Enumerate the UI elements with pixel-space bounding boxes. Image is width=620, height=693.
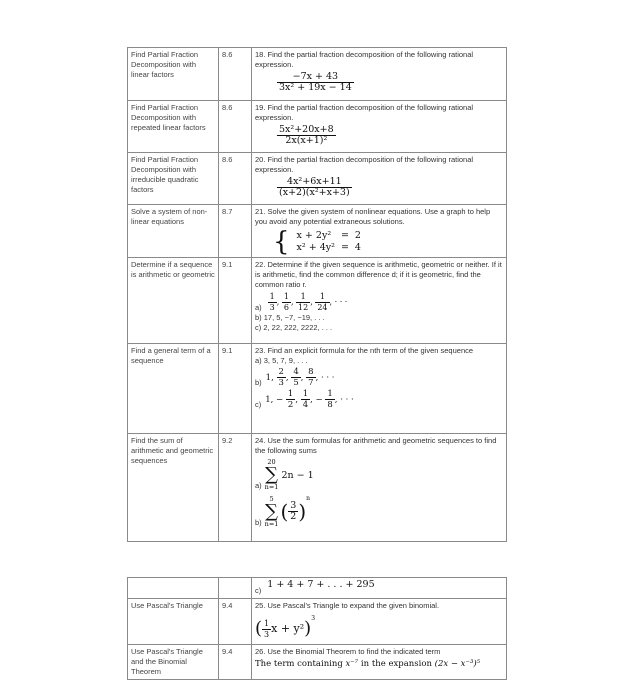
series-expression: 1 + 4 + 7 + . . . + 295 (267, 579, 375, 590)
topic-cell: Find Partial Fraction Decomposition with repeated linear factors (128, 101, 219, 153)
brace: { (273, 227, 290, 257)
denominator: 3x² + 19x − 14 (279, 82, 352, 93)
question-cell (252, 48, 507, 101)
section-cell: 8.6 (219, 48, 252, 101)
table-row (128, 258, 507, 344)
question-cell (252, 205, 507, 258)
question-cell (252, 101, 507, 153)
topic-cell: Use Pascal's Triangle (128, 599, 219, 645)
equation-lhs: x + 2y² (296, 230, 332, 241)
section-cell: 9.4 (219, 599, 252, 645)
question-cell (252, 578, 507, 599)
part-label: a) (255, 303, 262, 312)
question-cell (252, 153, 507, 205)
topic-cell: Use Pascal's Triangle and the Binomial Theorem (128, 645, 219, 680)
equation-system: { x + 2y² = 2 x² + 4y² = 4 (273, 229, 364, 255)
question-text: 25. Use Pascal's Triangle to expand the given binomial. (255, 601, 440, 610)
part-label: c) (255, 586, 262, 595)
numerator: 5x²+20x+8 (279, 124, 334, 135)
part-label: a) (255, 481, 262, 490)
part-label: c) (255, 400, 262, 409)
part-label: b) (255, 518, 262, 527)
equation-rhs: 2 (354, 230, 361, 241)
topic-cell: Determine if a sequence is arithmetic or geometric (128, 258, 219, 344)
question-text: 23. Find an explicit formula for the nth term of the given sequence (255, 346, 474, 355)
topic-cell: Find Partial Fraction Decomposition with irreducible quadratic factors (128, 153, 219, 205)
section-cell: 8.6 (219, 101, 252, 153)
question-text: 26. Use the Binomial Theorem to find the indicated term (255, 647, 441, 656)
question-text: 20. Find the partial fraction decomposition of the following rational expression. (255, 155, 474, 174)
summand: ( $\frac{3}{2}$ )$^n$ (280, 495, 310, 524)
question-text: 24. Use the sum formulas for arithmetic and geometric sequences to find the following sums (255, 436, 497, 455)
denominator: 2x(x+1)² (277, 135, 336, 146)
numerator: −7x + 43 (292, 71, 339, 82)
fraction (277, 125, 336, 146)
question-cell (252, 258, 507, 344)
question-text: 18. Find the partial fraction decomposition of the following rational expression. (255, 50, 474, 69)
fraction-sequence: $\frac{1}{3}$ , $\frac{1}{6}$ , $\frac{1}{12}$ , $\frac{1}{24}$ , · · · (269, 292, 348, 312)
question-text: 19. Find the partial fraction decomposition of the following rational expression. (255, 103, 474, 122)
part-c: c) 2, 22, 222, 2222, . . . (255, 323, 333, 332)
section-cell: 8.6 (219, 153, 252, 205)
table-row (128, 599, 507, 645)
section-cell: 9.1 (219, 258, 252, 344)
table-row (128, 434, 507, 542)
summation: 5 ∑ n=1 (264, 495, 279, 528)
part-a: a) 3, 5, 7, 9, . . . (255, 356, 308, 365)
section-cell: 8.7 (219, 205, 252, 258)
topics-table-2 (127, 577, 507, 680)
summation: 20 ∑ n=1 (264, 458, 279, 491)
question-text: 22. Determine if the given sequence is arithmetic, geometric or neither. If it is arithmetic, find the common difference d; if it is geometric, find the common ratio r. (255, 260, 502, 289)
denominator: (x+2)(x²+x+3) (279, 187, 350, 198)
question-cell (252, 645, 507, 680)
topics-table-1 (127, 47, 507, 542)
summand: 2n − 1 (281, 470, 314, 481)
topic-cell: Find the sum of arithmetic and geometric sequences (128, 434, 219, 542)
part-b: b) 17, 5, −7, −19, . . . (255, 313, 325, 322)
topic-cell: Find a general term of a sequence (128, 344, 219, 434)
section-cell: 9.2 (219, 434, 252, 542)
part-label: b) (255, 378, 262, 387)
topic-cell: Solve a system of non-linear equations (128, 205, 219, 258)
section-cell: 9.1 (219, 344, 252, 434)
section-cell: 9.4 (219, 645, 252, 680)
table-row (128, 205, 507, 258)
equation-rhs: 4 (354, 242, 361, 253)
question-cell (252, 599, 507, 645)
fraction (277, 72, 354, 93)
question-text: 21. Solve the given system of nonlinear equations. Use a graph to help you avoid any potential extraneous solutions. (255, 207, 491, 226)
table-row (128, 344, 507, 434)
question-cell (252, 434, 507, 542)
fraction (277, 177, 352, 198)
table-row (128, 153, 507, 205)
binomial-expression: ( $\frac{1}{3}$ x + y²)$^3$ (255, 615, 316, 639)
topic-cell: Find Partial Fraction Decomposition with linear factors (128, 48, 219, 101)
fraction-sequence: 1, $\frac{2}{3}$ , $\frac{4}{5}$ , $\frac{8}{7}$ , · · · (265, 367, 335, 388)
table-row (128, 101, 507, 153)
table-row (128, 48, 507, 101)
table-row (128, 645, 507, 680)
fraction-sequence: 1, − $\frac{1}{2}$ , $\frac{1}{4}$ , − $\frac{1}{8}$ , · · · (265, 389, 354, 410)
equation-lhs: x² + 4y² (296, 242, 335, 253)
numerator: 4x²+6x+11 (287, 176, 342, 187)
table-row (128, 578, 507, 599)
term-statement: The term containing x⁻⁷ in the expansion (2x − x⁻³)⁵ (255, 659, 481, 669)
question-cell (252, 344, 507, 434)
